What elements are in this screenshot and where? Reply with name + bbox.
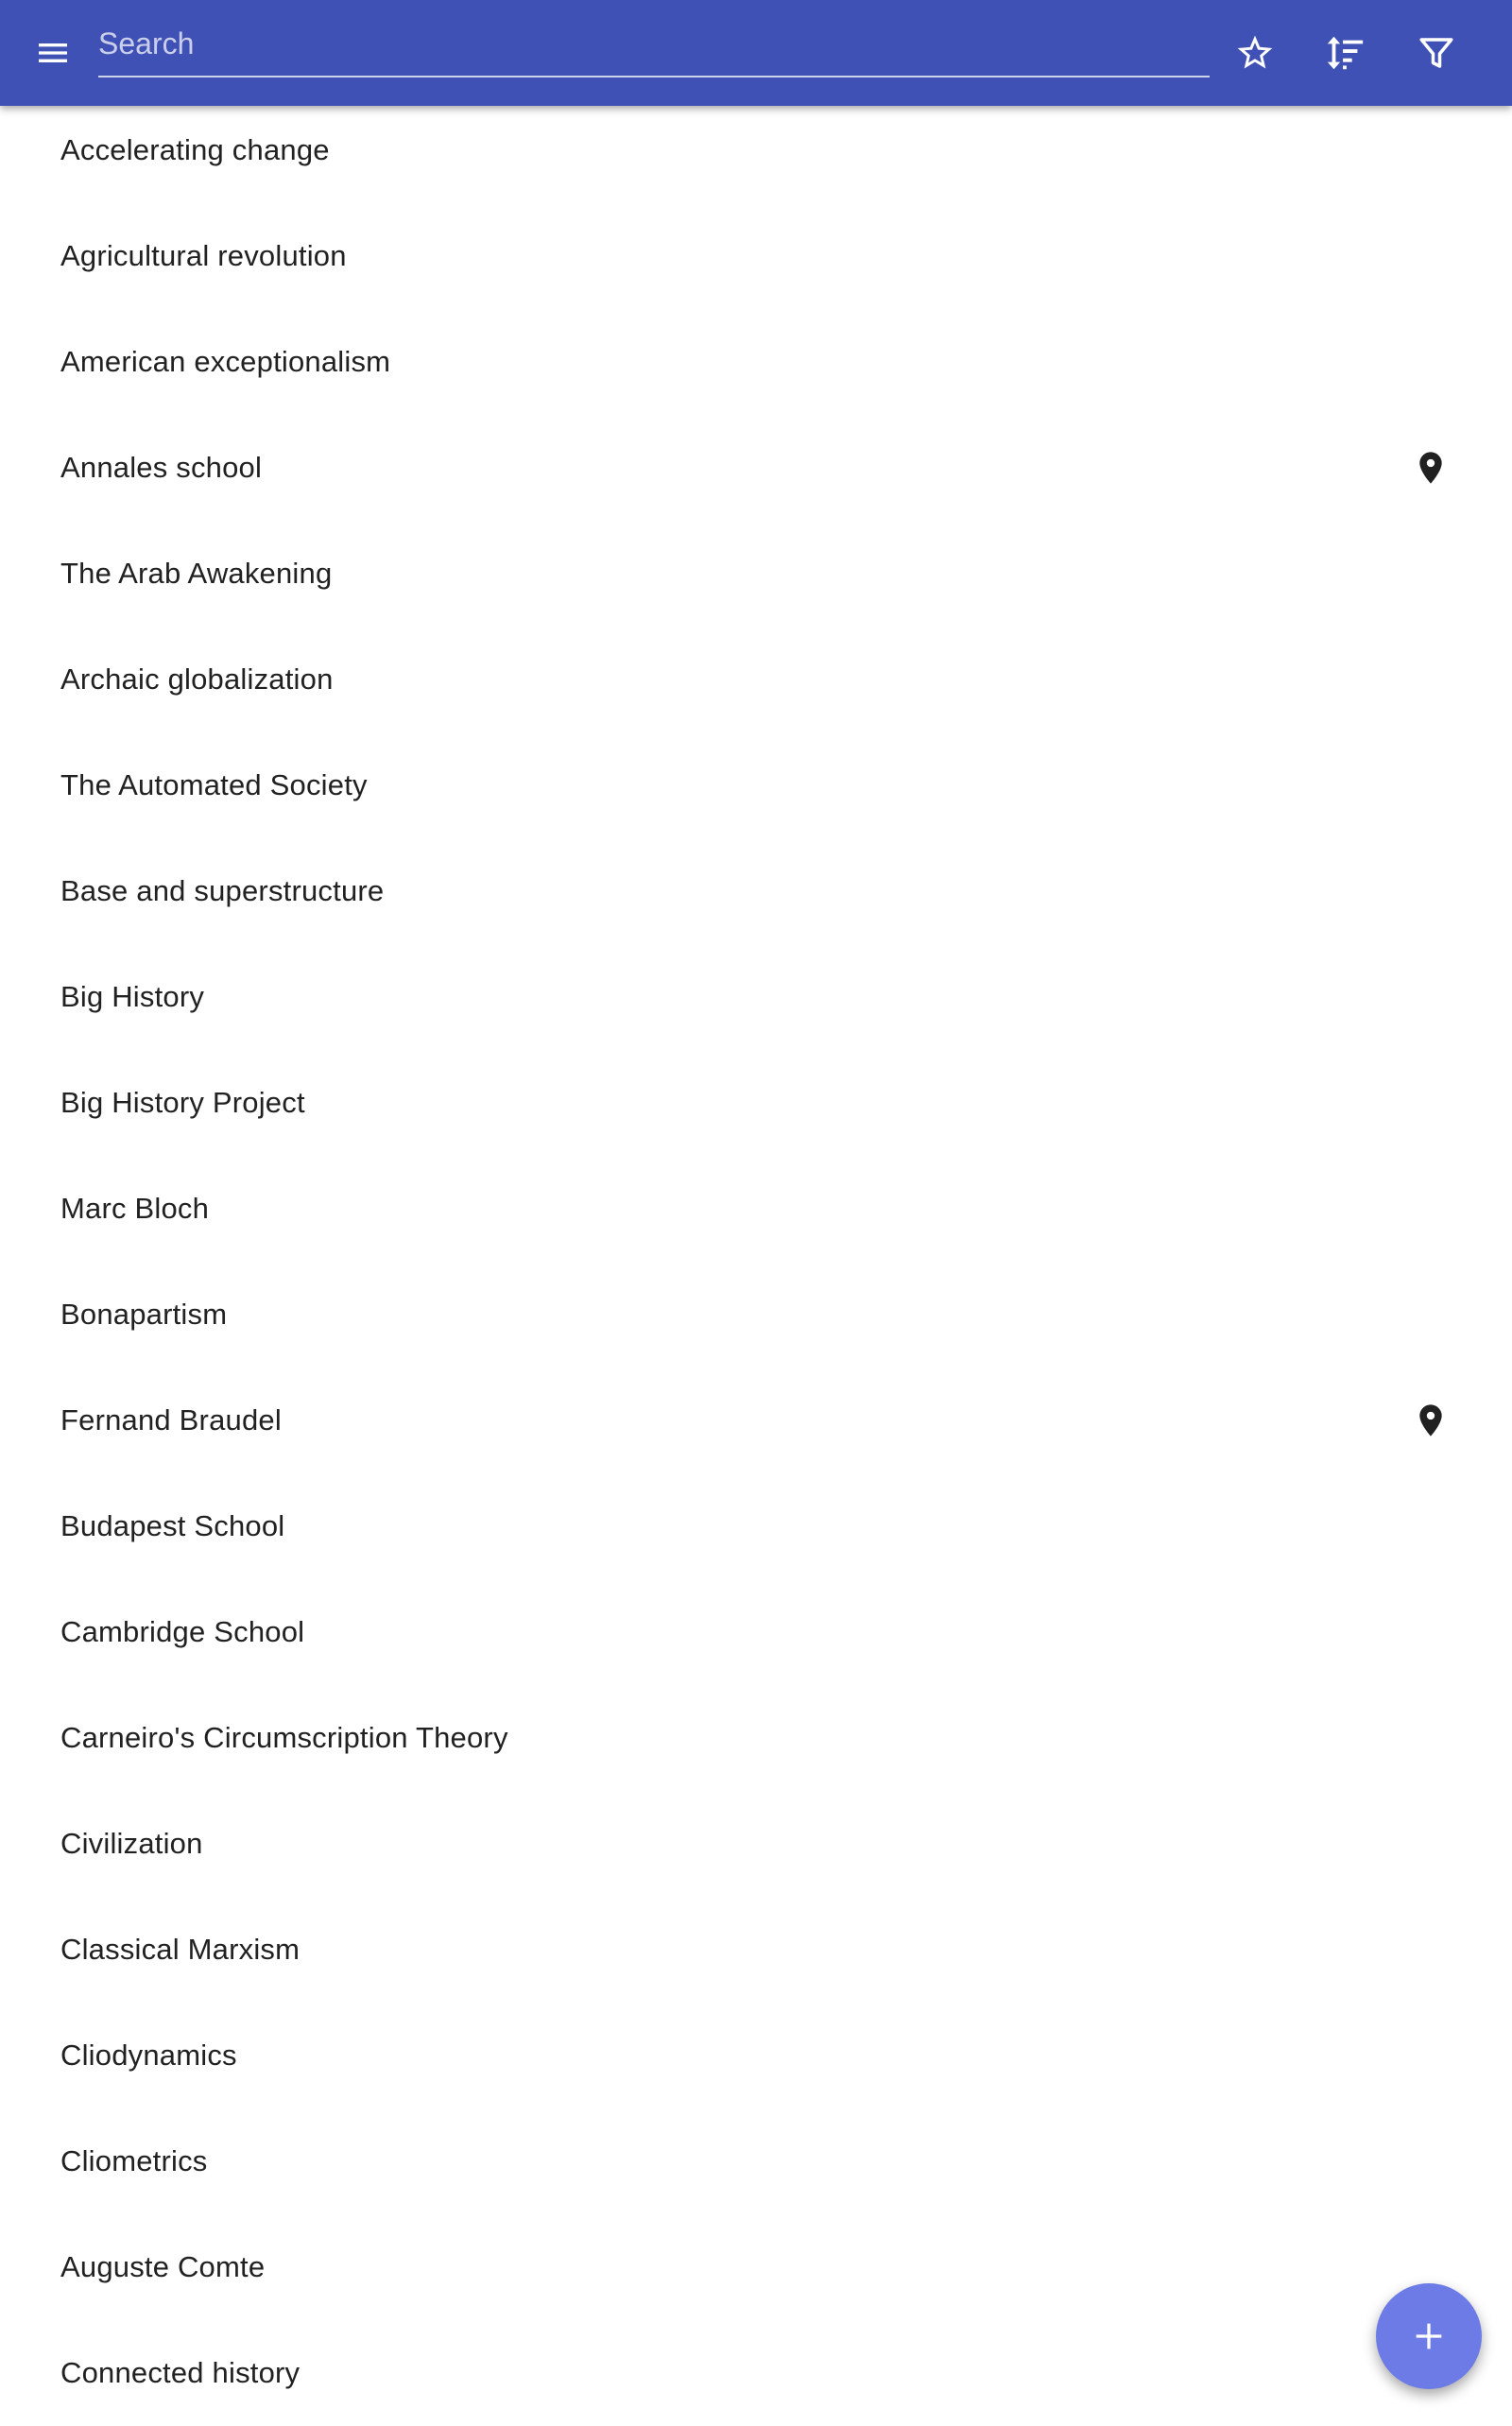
list-item-label: Classical Marxism [60,1933,301,1966]
list-item-label: Big History [60,980,205,1013]
list-item[interactable] [0,97,1512,203]
list-item-label: Accelerating change [60,133,330,166]
list-item-label: The Automated Society [60,768,368,801]
list-item-label: The Arab Awakening [60,557,333,590]
list-item-label: Bonapartism [60,1298,228,1331]
sort-icon [1323,31,1366,75]
location-pin-icon [1408,445,1453,490]
list-item[interactable] [0,1579,1512,1685]
list-item-label: Base and superstructure [60,874,385,907]
list-item[interactable] [0,1473,1512,1579]
list-item[interactable] [0,1156,1512,1262]
plus-icon [1410,2317,1448,2355]
app-bar [0,0,1512,106]
location-pin-icon [1408,1398,1453,1443]
list-item[interactable] [0,1262,1512,1368]
list-item[interactable] [0,838,1512,944]
list-item-label: American exceptionalism [60,345,391,378]
list-item[interactable] [0,2003,1512,2108]
list-item-label: Connected history [60,2356,301,2389]
list-item-label: Carneiro's Circumscription Theory [60,1721,508,1754]
list-item[interactable] [0,415,1512,521]
list-item[interactable] [0,1791,1512,1897]
list-item[interactable] [0,521,1512,627]
search-field [98,17,1210,77]
list-item-label: Civilization [60,1827,203,1860]
list-item-label: Cliometrics [60,2144,208,2177]
list-item-label: Budapest School [60,1509,285,1542]
list-item[interactable] [0,944,1512,1050]
favorites-button[interactable] [1225,23,1285,83]
list-item[interactable] [0,2214,1512,2320]
sort-button[interactable] [1314,23,1375,83]
list-item-label: Archaic globalization [60,662,334,696]
add-button[interactable] [1376,2283,1482,2389]
filter-icon [1417,33,1456,73]
filter-button[interactable] [1406,23,1467,83]
menu-icon [34,34,72,72]
list-item[interactable] [0,2320,1512,2426]
list-item-label: Big History Project [60,1086,305,1119]
list-item[interactable] [0,1897,1512,2003]
list-item[interactable] [0,1050,1512,1156]
menu-button[interactable] [23,23,83,83]
list-item[interactable] [0,2108,1512,2214]
list-item-label: Fernand Braudel [60,1403,282,1437]
list-item[interactable] [0,627,1512,732]
list-item-label: Auguste Comte [60,2250,266,2283]
list-item-label: Agricultural revolution [60,239,347,272]
list-item-label: Cambridge School [60,1615,305,1648]
list-item[interactable] [0,203,1512,309]
list-item-label: Marc Bloch [60,1192,210,1225]
star-icon [1234,32,1276,74]
list-item[interactable] [0,732,1512,838]
list-item-label: Cliodynamics [60,2039,237,2072]
topic-list [0,97,1512,2426]
list-item[interactable] [0,1368,1512,1473]
list-item-label: Annales school [60,451,263,484]
list-item[interactable] [0,309,1512,415]
search-input[interactable] [98,17,1210,70]
list-item[interactable] [0,1685,1512,1791]
